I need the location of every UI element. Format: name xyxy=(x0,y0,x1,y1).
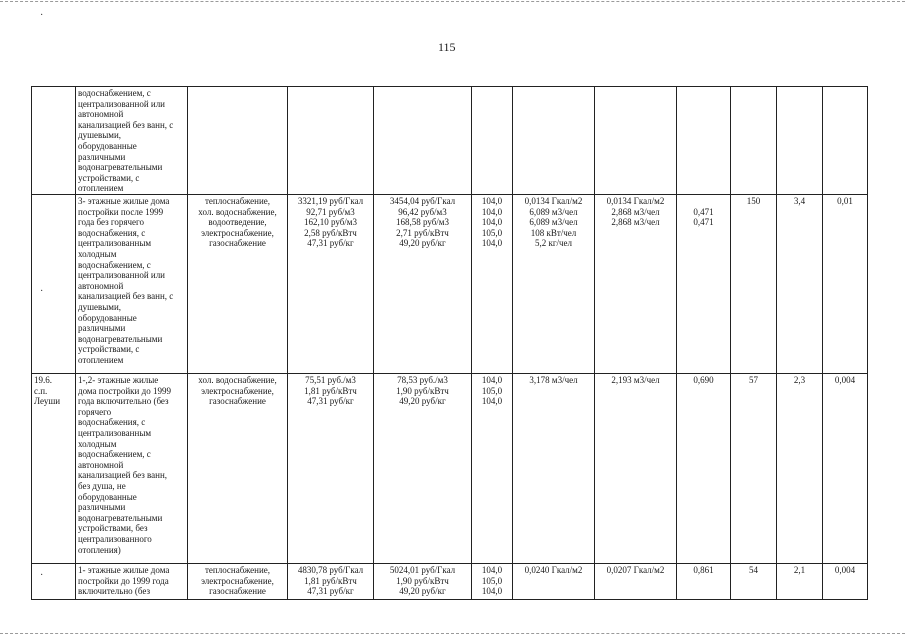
row-norm-new: 0,0207 Гкал/м2 xyxy=(595,564,677,600)
row-id xyxy=(32,195,76,374)
row-category: 3- этажные жилые дома постройки после 1999 года без горячего водоснабжения, с централизованным холодным водоснабжением, с централизованной или автономной канализацией без ванн, с душевыми, оборудованные различными водонагревательными устройствами, с отоплением xyxy=(76,195,188,374)
row-norm-new: 2,193 м3/чел xyxy=(595,374,677,564)
row-tariff-current xyxy=(288,87,374,195)
row-coefficient: 0,471 0,471 xyxy=(677,195,731,374)
row-coefficient: 0,861 xyxy=(677,564,731,600)
row-value-1: 57 xyxy=(731,374,777,564)
bottom-edge-line xyxy=(0,633,905,634)
row-value-3: 0,004 xyxy=(823,564,868,600)
row-value-2: 2,3 xyxy=(777,374,823,564)
row-index: 104,0 105,0 104,0 xyxy=(472,374,513,564)
row-value-1: 150 xyxy=(731,195,777,374)
row-value-2: 3,4 xyxy=(777,195,823,374)
row-norm-current: 3,178 м3/чел xyxy=(513,374,595,564)
row-services: теплоснабжение, хол. водоснабжение, водоотведение, электроснабжение, газоснабжение xyxy=(188,195,288,374)
row-value-2: 2,1 xyxy=(777,564,823,600)
row-coefficient: 0,690 xyxy=(677,374,731,564)
top-edge-line xyxy=(0,1,905,2)
row-tariff-new: 5024,01 руб/Гкал 1,90 руб/кВтч 49,20 руб/кг xyxy=(374,564,472,600)
row-services: теплоснабжение, электроснабжение, газоснабжение xyxy=(188,564,288,600)
row-index: 104,0 105,0 104,0 xyxy=(472,564,513,600)
row-tariff-new: 3454,04 руб/Гкал 96,42 руб/м3 168,58 руб/м3 2,71 руб/кВтч 49,20 руб/кг xyxy=(374,195,472,374)
row-value-2 xyxy=(777,87,823,195)
row-norm-current xyxy=(513,87,595,195)
tariff-table xyxy=(31,86,868,600)
row-norm-new: 0,0134 Гкал/м2 2,868 м3/чел 2,868 м3/чел xyxy=(595,195,677,374)
row-category: водоснабжением, с централизованной или автономной канализацией без ванн, с душевыми, оборудованные различными водонагревательными устройствами, с отоплением xyxy=(76,87,188,195)
scan-speck: · xyxy=(40,570,44,581)
row-value-3: 0,01 xyxy=(823,195,868,374)
row-norm-current: 0,0240 Гкал/м2 xyxy=(513,564,595,600)
row-norm-current: 0,0134 Гкал/м2 6,089 м3/чел 6,089 м3/чел 108 кВт/чел 5,2 кг/чел xyxy=(513,195,595,374)
row-id xyxy=(32,564,76,600)
scan-speck: · xyxy=(40,10,44,21)
row-services: хол. водоснабжение, электроснабжение, газоснабжение xyxy=(188,374,288,564)
table-row xyxy=(32,564,868,600)
row-tariff-new: 78,53 руб./м3 1,90 руб/кВтч 49,20 руб/кг xyxy=(374,374,472,564)
row-tariff-current: 75,51 руб./м3 1,81 руб/кВтч 47,31 руб/кг xyxy=(288,374,374,564)
row-id: 19.6. с.п. Леуши xyxy=(32,374,76,564)
table-row xyxy=(32,195,868,374)
page-number: 115 xyxy=(438,40,456,54)
row-value-1 xyxy=(731,87,777,195)
row-value-3: 0,004 xyxy=(823,374,868,564)
row-value-1: 54 xyxy=(731,564,777,600)
row-value-3 xyxy=(823,87,868,195)
row-tariff-new xyxy=(374,87,472,195)
row-tariff-current: 4830,78 руб/Гкал 1,81 руб/кВтч 47,31 руб/кг xyxy=(288,564,374,600)
row-category: 1-,2- этажные жилые дома постройки до 1999 года включительно (без горячего водоснабжения, с централизованным холодным водоснабжением, с автономной канализацией без ванн, без душа, не оборудованные различными водонагревательными устройствами, без централизованного отопления) xyxy=(76,374,188,564)
table-row xyxy=(32,374,868,564)
row-category: 1- этажные жилые дома постройки до 1999 года включительно (без xyxy=(76,564,188,600)
row-tariff-current: 3321,19 руб/Гкал 92,71 руб/м3 162,10 руб/м3 2,58 руб/кВтч 47,31 руб/кг xyxy=(288,195,374,374)
row-id xyxy=(32,87,76,195)
row-coefficient xyxy=(677,87,731,195)
row-services xyxy=(188,87,288,195)
row-norm-new xyxy=(595,87,677,195)
row-index: 104,0 104,0 104,0 105,0 104,0 xyxy=(472,195,513,374)
scan-speck: · xyxy=(40,286,44,297)
table-row xyxy=(32,87,868,195)
row-index xyxy=(472,87,513,195)
